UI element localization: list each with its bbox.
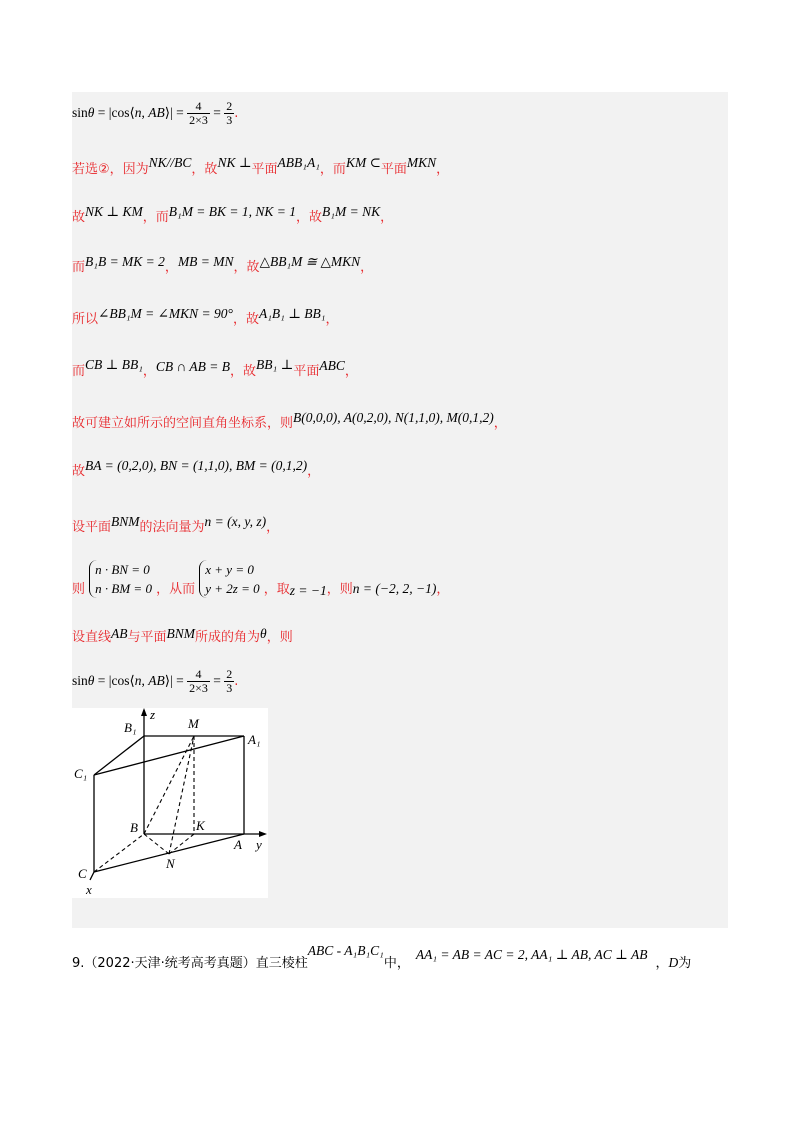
- label-x: x: [86, 882, 92, 897]
- question-9: 9.（2022·天津·统考高考真题）直三棱柱ABC - A₁B₁C₁中，AA₁ = AB = AC = 2, AA₁ ⊥ AB, AC ⊥ AB，D为: [72, 943, 692, 971]
- right-angle-line: 所以∠BB₁M = ∠MKN = 90°，故A₁B₁ ⊥ BB₁，: [72, 306, 339, 327]
- label-n: N: [166, 856, 175, 871]
- equation-system-line: 则 n · BN = 0 n · BM = 0 ，从而 x + y = 0 y + 2z = 0 ，取z = −1，则n = (−2, 2, −1)，: [72, 562, 450, 598]
- label-b: B: [130, 820, 138, 835]
- label-y: y: [256, 837, 262, 852]
- label-m: M: [188, 716, 199, 731]
- label-c1: C₁: [74, 766, 88, 781]
- line-plane-angle-line: 设直线AB与平面BNM所成的角为θ，则: [72, 626, 293, 645]
- equation-system-2: x + y = 0 y + 2z = 0: [199, 560, 259, 598]
- label-c: C: [78, 866, 87, 881]
- vectors-line: 故BA = (0,2,0), BN = (1,1,0), BM = (0,1,2)，: [72, 458, 321, 479]
- choose-option-2-line: 若选②，因为NK//BC，故NK ⊥平面ABB₁A₁，而KM ⊂平面MKN，: [72, 155, 450, 177]
- label-b1: B₁: [124, 720, 137, 735]
- prism-coordinate-figure: [72, 708, 268, 898]
- bb1-perp-plane-line: 而CB ⊥ BB₁，CB ∩ AB = B，故BB₁ ⊥平面ABC，: [72, 357, 358, 379]
- nk-perp-km-line: 故NK ⊥ KM，而B₁M = BK = 1, NK = 1，故B₁M = NK，: [72, 204, 394, 225]
- label-z: z: [150, 708, 156, 722]
- label-a1: A₁: [248, 732, 261, 747]
- sin-theta-line-2: sinθ = |cos⟨n, AB⟩| = $\frac{4}{2\times 3}$ = $\frac{2}{3}$ .: [72, 667, 239, 695]
- label-a: A: [234, 837, 242, 852]
- equation-system-1: n · BN = 0 n · BM = 0: [89, 560, 152, 598]
- normal-vector-line: 设平面BNM的法向量为n = (x, y, z)，: [72, 514, 280, 535]
- sin-theta-line-1: sinθ = |cos⟨n, AB⟩| = $\frac{4}{2\times 3}$ = $\frac{2}{3}$ .: [72, 99, 239, 127]
- congruent-triangles-line: 而B₁B = MK = 2，MB = MN，故△BB₁M ≅ △MKN，: [72, 254, 374, 275]
- label-k: K: [196, 818, 205, 833]
- coordinate-system-line: 故可建立如所示的空间直角坐标系，则B(0,0,0), A(0,2,0), N(1,1,0), M(0,1,2)，: [72, 410, 507, 431]
